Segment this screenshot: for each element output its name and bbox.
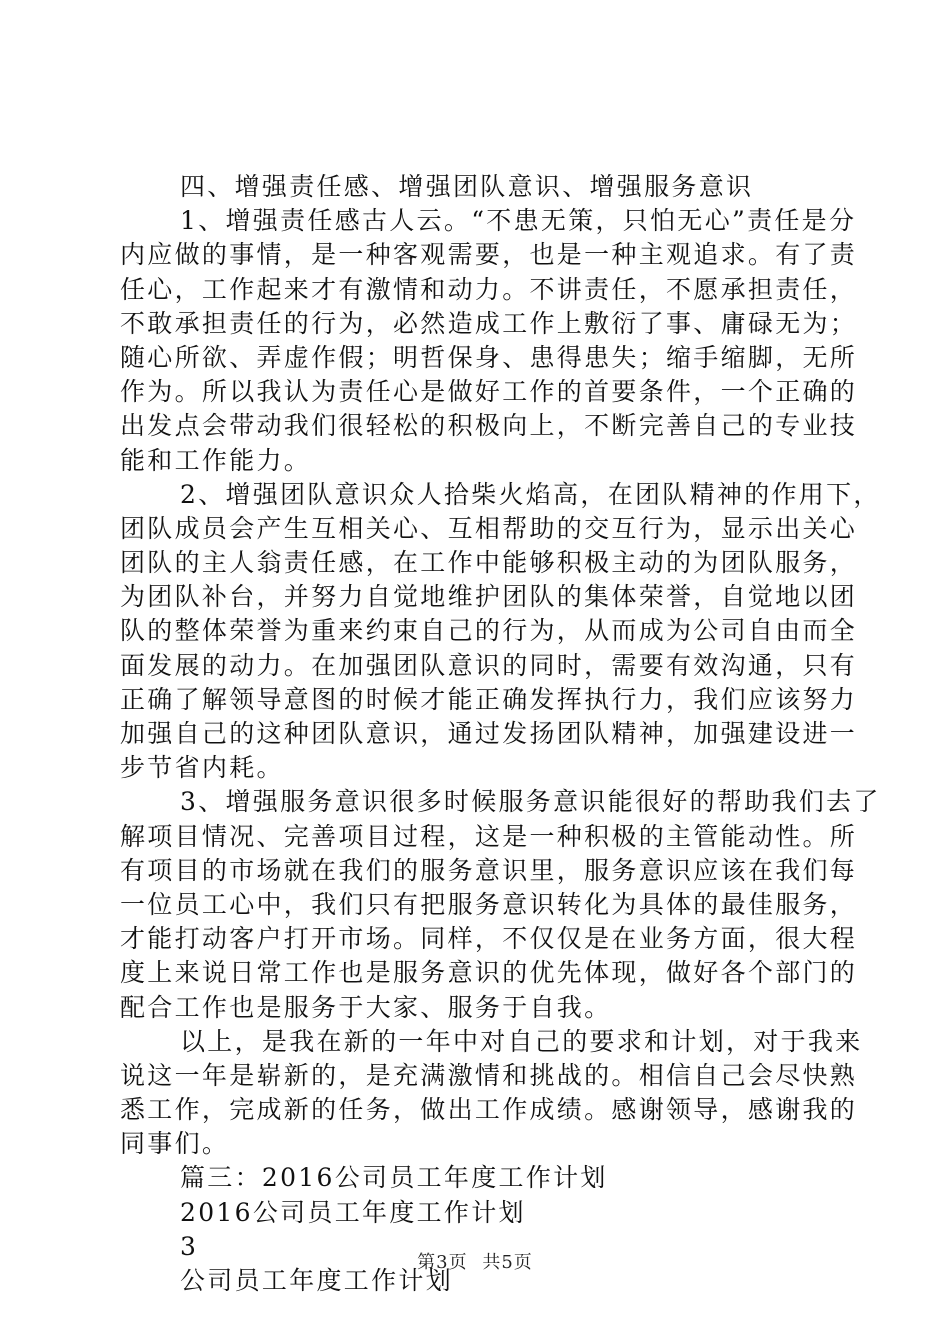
section-heading: 四、增强责任感、增强团队意识、增强服务意识 <box>180 172 754 201</box>
paragraph-line: 同事们。 <box>120 1129 230 1159</box>
paragraph-line: 悉工作，完成新的任务，做出工作成绩。感谢领导，感谢我的 <box>120 1095 858 1125</box>
paragraph-line: 配合工作也是服务于大家、服务于自我。 <box>120 992 612 1022</box>
page-total: 共5页 <box>482 1252 533 1273</box>
paragraph-line: 内应做的事情，是一种客观需要，也是一种主观追求。有了责 <box>120 240 858 270</box>
paragraph-line: 说这一年是崭新的，是充满激情和挑战的。相信自己会尽快熟 <box>120 1060 858 1090</box>
paragraph-line: 有项目的市场就在我们的服务意识里，服务意识应该在我们每 <box>120 855 858 885</box>
paragraph-line: 度上来说日常工作也是服务意识的优先体现，做好各个部门的 <box>120 958 858 988</box>
paragraph-line: 2、增强团队意识众人拾柴火焰高，在团队精神的作用下， <box>180 479 881 509</box>
paragraph-line: 能和工作能力。 <box>120 445 312 475</box>
paragraph-line: 步节省内耗。 <box>120 753 284 783</box>
paragraph-line: 随心所欲、弄虚作假；明哲保身、患得患失；缩手缩脚，无所 <box>120 342 858 372</box>
plan-number: 3 <box>180 1231 199 1261</box>
paragraph-line: 3、增强服务意识很多时候服务意识能很好的帮助我们去了 <box>180 787 881 817</box>
paragraph-line: 团队的主人翁责任感，在工作中能够积极主动的为团队服务， <box>120 548 858 578</box>
paragraph-service <box>120 785 881 1024</box>
page-number: 第3页 <box>417 1252 468 1273</box>
paragraph-line: 解项目情况、完善项目过程，这是一种积极的主管能动性。所 <box>120 821 858 851</box>
plan-subtitle: 公司员工年度工作计划 <box>180 1266 454 1295</box>
page-footer <box>0 1248 950 1274</box>
paragraph-responsibility <box>120 204 858 478</box>
paragraph-line: 不敢承担责任的行为，必然造成工作上敷衍了事、庸碌无为； <box>120 308 858 338</box>
paragraph-line: 正确了解领导意图的时候才能正确发挥执行力，我们应该努力 <box>120 684 858 714</box>
paragraph-line: 为团队补台，并努力自觉地维护团队的集体荣誉，自觉地以团 <box>120 582 858 612</box>
paragraph-line: 作为。所以我认为责任心是做好工作的首要条件，一个正确的 <box>120 377 858 407</box>
paragraph-line: 团队成员会产生互相关心、互相帮助的交互行为，显示出关心 <box>120 513 858 543</box>
paragraph-line: 出发点会带动我们很轻松的积极向上，不断完善自己的专业技 <box>120 411 858 441</box>
paragraph-line: 以上，是我在新的一年中对自己的要求和计划，对于我来 <box>180 1026 863 1056</box>
paragraph-line: 1、增强责任感古人云。“不患无策，只怕无心”责任是分 <box>180 206 857 236</box>
paragraph-line: 加强自己的这种团队意识，通过发扬团队精神，加强建设进一 <box>120 719 858 748</box>
paragraph-line: 一位员工心中，我们只有把服务意识转化为具体的最佳服务， <box>120 889 858 919</box>
plan-title: 2016公司员工年度工作计划 <box>180 1197 526 1227</box>
chapter-title: 篇三：2016公司员工年度工作计划 <box>180 1163 608 1193</box>
paragraph-line: 队的整体荣誉为重来约束自己的行为，从而成为公司自由而全 <box>120 616 858 646</box>
paragraph-conclusion <box>120 1025 863 1162</box>
paragraph-line: 任心，工作起来才有激情和动力。不讲责任，不愿承担责任， <box>120 274 858 304</box>
paragraph-line: 面发展的动力。在加强团队意识的同时，需要有效沟通，只有 <box>120 650 858 680</box>
paragraph-teamwork <box>120 478 881 786</box>
paragraph-line: 才能打动客户打开市场。同样，不仅仅是在业务方面，很大程 <box>120 924 858 954</box>
document-body <box>120 170 881 1298</box>
